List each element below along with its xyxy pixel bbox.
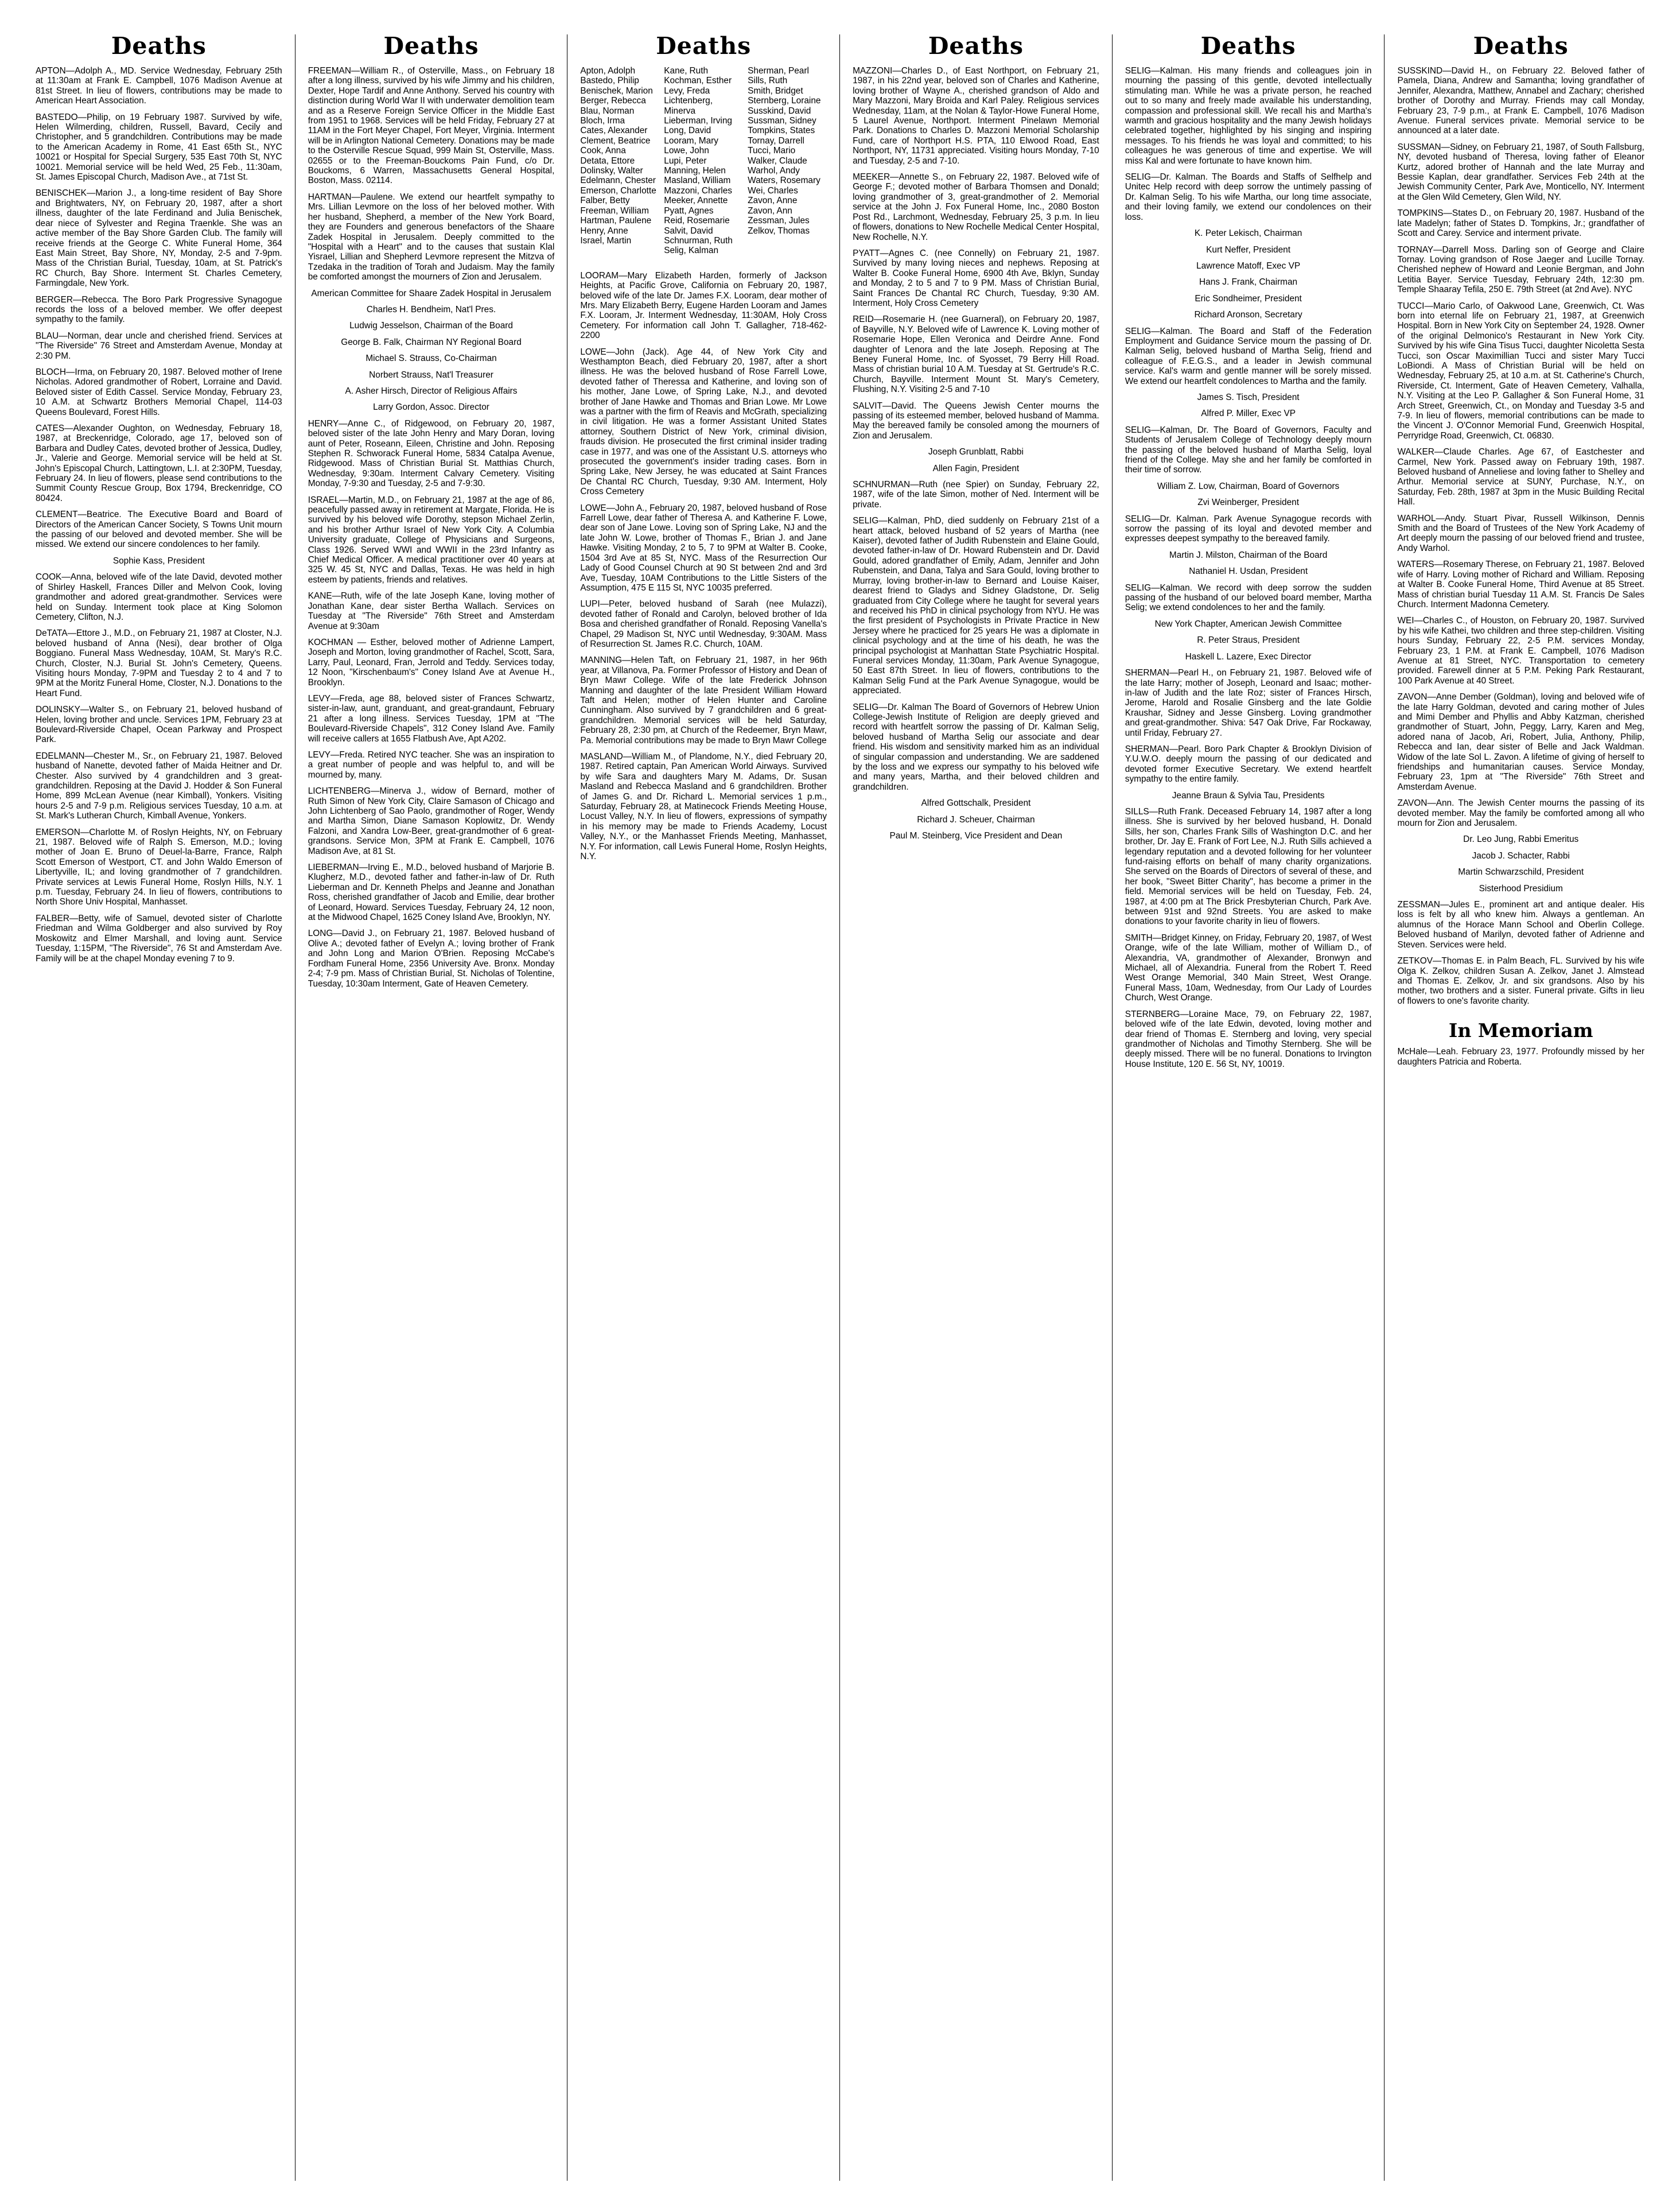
- signature-line: Zvi Weinberger, President: [1197, 498, 1299, 508]
- signature-line: Larry Gordon, Assoc. Director: [373, 402, 489, 413]
- obituary-entry: SUSSMAN—Sidney, on February 21, 1987, of South Fallsburg, NY, devoted husband of Theresa, loving father of Eleanor Kurtz, adored brother of Hannah and the late Murray and Bessie Kaplan, dear grandfather. Services Feb 24th at the Jewish Community Center, Park Ave, Monticello, NY. Interment at the Glen Wild Cemetery, Glen Wild, NY.: [1397, 142, 1644, 202]
- obituary-entry: LOORAM—Mary Elizabeth Harden, formerly of Jackson Heights, at Pacific Grove, California on February 20, 1987, beloved wife of the late Dr. James F.X. Looram, dear mother of Mrs. Mary Elizabeth Berry, Eugene Harden Looram and James F.X. Looram, Jr. Interment Wednesday, 11:30AM, Holy Cross Cemetery. For information call John T. Gallagher, 718-462-2200: [580, 270, 827, 341]
- obituary-entry: TORNAY—Darrell Moss. Darling son of George and Claire Tornay. Loving grandson of Rose Jaeger and Lucille Tornay. Cherished nephew of Howard and Leonie Bergman, and John Letitia Bayer. Service Tuesday, February 24th, 12:30 pm. Temple Shaaray Tefila, 250 E. 79th Street (at 2nd Ave). NYC: [1397, 244, 1644, 295]
- signature-line: New York Chapter, American Jewish Committee: [1154, 619, 1342, 629]
- index-item[interactable]: Wei, Charles: [748, 185, 798, 196]
- index-item[interactable]: Long, David: [664, 126, 711, 136]
- index-item[interactable]: Manning, Helen: [664, 166, 726, 176]
- obituary-entry: LOWE—John A., February 20, 1987, beloved husband of Rose Farrell Lowe, dear father of Theresa A. and Katherine F. Lowe, dear son of Jane Lowe. Loving son of Spring Lake, NJ and the late John W. Lowe, brother of Thomas F., Brian J. and Jane Hawke. Visiting Monday, 2 to 5, 7 to 9PM at Walter B. Cooke, 1504 3rd Ave at 85 St, NYC. Mass of the Resurrection Our Lady of Good Counsel Church at 90 St between 2nd and 3rd Ave, Tuesday, 10AM Contributions to the Little Sisters of the Assumption, 475 E 115 St, NYC 10035 preferred.: [580, 503, 827, 593]
- deaths-index-list: [580, 66, 827, 256]
- obituary-entry: WATERS—Rosemary Therese, on February 21, 1987. Beloved wife of Harry. Loving mother of Richard and William. Reposing at Walter B. Cooke Funeral Home, Third Avenue at 85 Street. Mass of christian burial Tuesday 11 A.M. St. Francis De Sales Church. Interment Madonna Cemetery.: [1397, 560, 1644, 609]
- deaths-masthead-4: Deaths: [928, 32, 1024, 60]
- obituary-entry: SCHNURMAN—Ruth (nee Spier) on Sunday, February 22, 1987, wife of the late Simon, mother of Ned. Interment will be private.: [853, 480, 1099, 510]
- obituary-entry: PYATT—Agnes C. (nee Connelly) on February 21, 1987. Survived by many loving nieces and nephews. Reposing at Walter B. Cooke Funeral Home, 6900 4th Ave, Bklyn, Sunday and Monday, 2 to 5 and 7 to 9 PM. Mass of Christian Burial, Saint Frances De Chantal RC Church, Tuesday, 9:30 AM. Interment, Holy Cross Cemetery: [853, 248, 1099, 308]
- signature-line: Sisterhood Presidium: [1479, 883, 1563, 894]
- obituary-entry: LEVY—Freda. Retired NYC teacher. She was an inspiration to a great number of people and was helpful to, and will be mourned by, many.: [308, 749, 555, 780]
- index-item[interactable]: Sills, Ruth: [748, 76, 788, 86]
- signature-line: Martin Schwarzschild, President: [1458, 867, 1584, 877]
- obituary-entry: TOMPKINS—States D., on February 20, 1987. Husband of the late Madelyn; father of States D. Tompkins, Jr.; grandfather of Scott and Carey. Service and interment private.: [1397, 208, 1644, 239]
- index-sublist-2: [664, 66, 743, 256]
- obituary-entry: BENISCHEK—Marion J., a long-time resident of Bay Shore and Brightwaters, NY, on February 20, 1987, after a short illness, daughter of the late Ferdinand and Julia Benischek, dear niece of Sylvester and Regina Traenkle. She was an active member of the Bay Shore Garden Club. The family will receive friends at the George C. White Funeral Home, 364 East Main Street, Bay Shore, NY, Monday, 2-5 and 7-9pm. Mass of the Christian Burial, Tuesday, 10am, at St. Patrick's RC Church, Bay Shore. Interment St. Charles Cemetery, Farmingdale, New York.: [36, 188, 282, 289]
- deaths-masthead-5: Deaths: [1200, 32, 1296, 60]
- index-item[interactable]: Apton, Adolph: [580, 66, 636, 76]
- obituary-entry: ZESSMAN—Jules E., prominent art and antique dealer. His loss is felt by all who knew him. Always a gentleman. An alumnus of the Horace Mann School and Oberlin College. Beloved husband of Marilyn, devoted father of Adrienne and Steven. Services were held.: [1397, 900, 1644, 950]
- obituary-entry: DeTATA—Ettore J., M.D., on February 21, 1987 at Closter, N.J. beloved husband of Anna (Nesi), dear brother of Olga Boggiano. Funeral Mass Wednesday, 10AM, St. Mary's R.C. Church, Closter, N.J. Burial St. John's Cemetery, Queens. Visiting hours Monday, 7-9PM and Tuesday 2 to 4 and 7 to 9PM at the Moritz Funeral Home, Closter, N.J. Donations to the Heart Fund.: [36, 628, 282, 698]
- index-item[interactable]: Pyatt, Agnes: [664, 205, 714, 216]
- obituary-entry: SILLS—Ruth Frank. Deceased February 14, 1987 after a long illness. She is survived by her beloved husband, H. Donald Sills, her son, Charles Frank Sills of Washington D.C. and her brother, Dr. Jay E. Frank of Fort Lee, N.J. Ruth Sills achieved a legendary reputation and a devoted following for her volunteer fund-raising efforts on behalf of many charity organizations. She served on the Boards of Directors of several of these, and her book, "Sweet Bitter Charity", has become a primer in the field. Memorial services will be held on Tuesday, Feb. 24, 1987, at 4:00 pm at The Brick Presbyterian Church, Park Ave. between 91st and 92nd Streets. You are asked to make donations to your favorite charity in lieu of flowers.: [1125, 806, 1372, 927]
- signature-line: Lawrence Matoff, Exec VP: [1196, 261, 1301, 271]
- signature-line: Eric Sondheimer, President: [1195, 293, 1302, 304]
- index-item[interactable]: Sherman, Pearl: [748, 66, 809, 76]
- deaths-masthead-3: Deaths: [656, 32, 752, 60]
- obituary-entry: ISRAEL—Martin, M.D., on February 21, 1987 at the age of 86, peacefully passed away in retirement at Margate, Florida. He is survived by his beloved wife Dorothy, stepson Michael Zerlin, and his brother Arthur Israel of New York City. A Columbia University graduate, College of Physicians and Surgeons, Class 1926. Served WWI and WWII in the 23rd Infantry as Chief Medical Officer. A medical practitioner over 40 years at 325 W. 45 St, NYC and Dallas, Texas. He was held in high esteem by patients, friends and relatives.: [308, 495, 555, 585]
- signature-line: Jacob J. Schacter, Rabbi: [1472, 850, 1570, 861]
- index-item[interactable]: Masland, William: [664, 176, 731, 186]
- obituary-entry: WEI—Charles C., of Houston, on February 20, 1987. Survived by his wife Kathei, two children and three step-children. Visiting hours Sunday, February 22, 2-5 P.M. services Monday, February 23, 1 P.M. at Frank E. Campbell, 1076 Madison Avenue at 81 Street, NYC. Transportation to cemetery provided. Farewell dinner at 5 P.M. Peking Park Restaurant, 100 Park Avenue at 40 Street.: [1397, 616, 1644, 686]
- spacer: [580, 264, 827, 271]
- deaths-masthead-2: Deaths: [383, 32, 479, 60]
- signature-line: R. Peter Straus, President: [1197, 635, 1300, 646]
- obituary-entry: SALVIT—David. The Queens Jewish Center mourns the passing of its esteemed member, beloved husband of Mamma. May the bereaved family be consoled among the mourners of Zion and Jerusalem.: [853, 401, 1099, 441]
- obituary-entry: WARHOL—Andy. Stuart Pivar, Russell Wilkinson, Dennis Smith and the Board of Trustees of the New York Academy of Art deeply mourn the passing of our beloved friend and trustee, Andy Warhol.: [1397, 513, 1644, 553]
- index-item[interactable]: Lupi, Peter: [664, 156, 707, 166]
- index-item[interactable]: Kane, Ruth: [664, 66, 709, 76]
- obituary-entry: ZAVON—Anne Dember (Goldman), loving and beloved wife of the late Harry Goldman, devoted and caring mother of Jules and Mimi Dember and Phyllis and Abby Katzman, cherished grandmother of Stuart, John, Peggy, Larry, Karen and Meg, adored nana of Jacob, Ari, Robert, Julia, Anthony, Philip, Rebecca and Ian, dear sister of Belle and Jack Waldman. Widow of the late Sol L. Zavon. A lifetime of giving of herself to friendships and humanitarian causes. Service Monday, February 23, 1pm at "The Riverside" 76th Street and Amsterdam Avenue.: [1397, 692, 1644, 792]
- index-item[interactable]: Zavon, Ann: [748, 205, 792, 216]
- index-item[interactable]: Schnurman, Ruth: [664, 235, 733, 246]
- index-item[interactable]: Falber, Betty: [580, 196, 630, 206]
- obituary-entry: MAZZONI—Charles D., of East Northport, on February 21, 1987, in his 22nd year, beloved son of Charles and Katherine, loving brother of Wayne A., cherished grandson of Aldo and Mary Mazzoni, Mary Broida and Karl Paley. Religious services Wednesday, 11am, at the Nolan & Taylor-Howe Funeral Home, 5 Laurel Avenue, Northport. Interment Pinelawn Memorial Park. Donations to Charles D. Mazzoni Memorial Scholarship Fund, care of Northport H.S. PTA, 110 Elwood Road, East Northport, NY, 11731 appreciated. Visiting hours Monday, 7-10 and Tuesday, 2-5 and 7-10.: [853, 66, 1099, 166]
- obituary-entry: CLEMENT—Beatrice. The Executive Board and Board of Directors of the American Cancer Society, S Towns Unit mourn the passing of our beloved and devoted member. She will be missed. We extend our sincere condolences to her family.: [36, 510, 282, 550]
- obituary-entry: HARTMAN—Paulene. We extend our heartfelt sympathy to Mrs. Lillian Levmore on the loss of her beloved mother. With her husband, Shepherd, a member of the New York Board, they are Founders and generous benefactors of the Shaare Zadek Hospital in Jerusalem. Deeply committed to the "Hospital with a Heart" and to the causes that sustain Klal Yisrael, Lillian and Shepherd Levmore represent the Mitzva of Tzedaka in the tradition of Torah and Judaism. May the family be comforted amongst the mourners of Zion and Jerusalem.: [308, 192, 555, 282]
- obituary-entry: SMITH—Bridget Kinney, on Friday, February 20, 1987, of West Orange, wife of the late William, mother of William D., of Alexandria, VA, grandmother of Alexander, Bronwyn and Michael, all of Alexandria. Funeral from the Robert T. Reed West Orange Memorial, 340 Main Street, West Orange. Funeral Mass, 10am, Wednesday, from Our Lady of Lourdes Church, West Orange.: [1125, 933, 1372, 1003]
- index-item[interactable]: Berger, Rebecca: [580, 96, 646, 106]
- index-item[interactable]: Levy, Freda: [664, 86, 710, 96]
- signature-line: Martin J. Milston, Chairman of the Board: [1169, 550, 1328, 560]
- signature-line: Norbert Strauss, Nat'l Treasurer: [369, 370, 493, 380]
- index-item[interactable]: Henry, Anne: [580, 226, 628, 236]
- obituary-entry: CATES—Alexander Oughton, on Wednesday, February 18, 1987, at Breckenridge, Colorado, age 17, beloved son of Barbara and Dudley Cates, devoted brother of Jessica, Dudley, Jr., Valerie and George. Memorial service will be held at St. John's Episcopal Church, Lattingtown, L.I. at 2:30PM, Tuesday, February 24. In lieu of flowers, please send contributions to the Summit County Rescue Group, Box 1794, Breckenridge, CO 80424.: [36, 424, 282, 503]
- obituary-entry: SHERMAN—Pearl. Boro Park Chapter & Brooklyn Division of Y.U.W.O. deeply mourn the passing of our dedicated and devoted former Executive Secretary. We extend heartfelt sympathy to the entire family.: [1125, 744, 1372, 784]
- index-item[interactable]: Tompkins, States: [748, 126, 815, 136]
- column-1: [23, 34, 295, 2181]
- obituary-entry: SELIG—Kalman. The Board and Staff of the Federation Employment and Guidance Service mourn the passing of Dr. Kalman Selig, beloved husband of Martha Selig, friend and colleague of F.E.G.S., and a leader in Jewish communal service. Kal's warm and gentle manner will be sorely missed. We extend our heartfelt condolences to Martha and the family.: [1125, 326, 1372, 386]
- index-item[interactable]: Looram, Mary: [664, 135, 719, 146]
- index-item[interactable]: Tornay, Darrell: [748, 135, 804, 146]
- signature-line: Michael S. Strauss, Co-Chairman: [365, 354, 497, 364]
- signature-line: Paul M. Steinberg, Vice President and Dean: [889, 831, 1063, 841]
- signature-line: American Committee for Shaare Zadek Hospital in Jerusalem: [311, 288, 551, 298]
- signature-line: Joseph Grunblatt, Rabbi: [928, 447, 1024, 457]
- index-sublist-3: [748, 66, 827, 256]
- column-5: [1113, 34, 1385, 2181]
- deaths-masthead-6: Deaths: [1473, 32, 1569, 60]
- signature-line: Kurt Neffer, President: [1206, 244, 1291, 255]
- column-3: [567, 34, 840, 2181]
- column-6: [1385, 34, 1657, 2181]
- index-item[interactable]: Sternberg, Loraine: [748, 96, 821, 106]
- column-4: [840, 34, 1113, 2181]
- obituary-entry: BERGER—Rebecca. The Boro Park Progressive Synagogue records the loss of a beloved member. We offer deepest sympathy to the family.: [36, 294, 282, 325]
- index-item[interactable]: Hartman, Paulene: [580, 216, 652, 226]
- index-item[interactable]: Clement, Beatrice: [580, 135, 651, 146]
- obituary-entry: SUSSKIND—David H., on February 22. Beloved father of Pamela, Diana, Andrew and Samantha; loving grandfather of Jennifer, Alexandra, Matthew, Annabel and Zachary; cherished brother of Dorothy and Murray. Friends may call Monday, February 23, 7-9 p.m., at Frank E. Campbell, 1076 Madison Avenue. Funeral services private. Memorial service to be announced at a later date.: [1397, 66, 1644, 136]
- obituary-entry: LIEBERMAN—Irving E., M.D., beloved husband of Marjorie B. Klugherz, M.D., devoted father and father-in-law of Dr. Ruth Lieberman and Dr. Kenneth Phelps and Jeanne and Jonathan Ross, cherished grandfather of Jacob and Emilie, dear brother of Leonard, Howard. Services Tuesday, February 24, 12 noon, at the Midwood Chapel, 1625 Coney Island Ave, Brooklyn, NY.: [308, 863, 555, 923]
- index-item[interactable]: Warhol, Andy: [748, 166, 800, 176]
- obituary-entry: APTON—Adolph A., MD. Service Wednesday, February 25th at 11:30am at Frank E. Campbell, 1076 Madison Avenue at 81st Street. In lieu of flowers, contributions may be made to American Heart Association.: [36, 66, 282, 106]
- obituary-entry: LEVY—Freda, age 88, beloved sister of Frances Schwartz, sister-in-law, aunt, granduant, and great-grandaunt, February 21 after a long illness. Services Tuesday, 1PM at "The Boulevard-Riverside Chapels", 312 Coney Island Ave. Family will receive callers at 1655 Flatbush Ave, Apt A202.: [308, 693, 555, 744]
- signature-line: Ludwig Jesselson, Chairman of the Board: [349, 321, 513, 331]
- obituary-entry: LUPI—Peter, beloved husband of Sarah (nee Mulazzi), devoted father of Ronald and Carolyn, beloved brother of Ida Bosa and cherished grandfather of Ronald. Reposing Vanella's Chapel, 29 Madison St, NYC until Wednesday, 9:30AM. Mass of Resurrection St. James R.C. Church, 10AM.: [580, 599, 827, 649]
- signature-line: Haskell L. Lazere, Exec Director: [1185, 651, 1312, 662]
- obituary-entry: SELIG—Kalman, PhD, died suddenly on February 21st of a heart attack, beloved husband of 52 years of Martha (nee Kaiser), devoted father of Judith Rubenstein and Elaine Gould, devoted father-in-law of Dr. Howard Rubenstein and Dr. David Gould, adored grandfather of Emily, Adam, Jennifer and John Rubenstein, and Dana, Talya and Sara Gould, loving brother to Murray, loving brother-in-law to Bernard and Louise Kaiser, dearest friend to Gladys and Sidney Gladstone, Dr. Selig graduated from City College where he taught for several years and received his PhD in clinical psychology from NYU. He was the first president of Psychologists in Private Practice in New Jersey where he practiced for 25 years He was a diplomate in clinical psychology and at the time of his death, he was the principal psychologist at Manhattan State Psychiatric Hospital. Funeral services Monday, 11:30am, Park Avenue Synagogue, 50 East 87th Street. In lieu of flowers, contributions to the Kalman Selig Fund at the Park Avenue Synagogue, would be appreciated.: [853, 516, 1099, 696]
- index-item[interactable]: Meeker, Annette: [664, 196, 728, 206]
- obituary-entry: BLOCH—Irma, on February 20, 1987. Beloved mother of Irene Nicholas. Adored grandmother of Robert, Lorraine and David. Beloved sister of Edith Cassel. Service Monday, February 23, 10 A.M. at Schwartz Brothers Memorial Chapel, 114-03 Queens Boulevard, Forest Hills.: [36, 367, 282, 417]
- memoriam-entry: McHale—Leah. February 23, 1977. Profoundly missed by her daughters Patricia and Roberta.: [1397, 1047, 1644, 1067]
- signature-line: Charles H. Bendheim, Nat'l Pres.: [366, 304, 496, 314]
- index-item[interactable]: Zessman, Jules: [748, 216, 810, 226]
- obituary-entry: SELIG—Dr. Kalman The Board of Governors of Hebrew Union College-Jewish Institute of Religion are deeply grieved and record with heartfelt sorrow the passing of Dr. Kalman Selig, beloved husband of Martha Selig our associate and dear friend. His wisdom and sensitivity marked him as an individual of singular compassion and understanding. We are saddened by the loss and we express our sympathy to his beloved wife and many years, Martha, and their beloved children and grandchildren.: [853, 702, 1099, 792]
- signature-line: A. Asher Hirsch, Director of Religious Affairs: [345, 386, 518, 396]
- index-item[interactable]: Zelkov, Thomas: [748, 226, 810, 236]
- index-item[interactable]: Waters, Rosemary: [748, 176, 820, 186]
- index-sublist-1: [580, 66, 659, 256]
- signature-line: Alfred Gottschalk, President: [921, 798, 1031, 809]
- index-item[interactable]: Bloch, Irma: [580, 116, 625, 126]
- obituary-entry: STERNBERG—Loraine Mace, 79, on February 22, 1987, beloved wife of the late Edwin, devoted, loving mother and dear friend of Thomas E. Sternberg and loving, very special grandmother of Nicholas and Timothy Sternberg. She will be deeply missed. There will be no funeral. Donations to Irvington House Institute, 120 E. 56 St, NY, 10019.: [1125, 1009, 1372, 1069]
- index-item[interactable]: Selig, Kalman: [664, 246, 719, 256]
- obituary-entry: LICHTENBERG—Minerva J., widow of Bernard, mother of Ruth Simon of New York City, Claire Samason of Chicago and John Lichtenberg of Sao Paolo, grandmother of Roger, Wendy and Martha Simon, Diane Samason Koplowitz, Dr. Wendy Falzoni, and Xandra Low-Beer, great-grandmother of 6 great-grandsons. Service Mon, 3PM at Frank E. Campbell, 1076 Madison Ave, at 81 St.: [308, 786, 555, 856]
- column-container: [23, 34, 1657, 2181]
- index-item[interactable]: Tucci, Mario: [748, 146, 796, 156]
- index-item[interactable]: Dolinsky, Walter: [580, 166, 643, 176]
- obituary-entry: SELIG—Kalman, Dr. The Board of Governors, Faculty and Students of Jerusalem College of Technology deeply mourn the passing of the beloved husband of Martha Selig, loyal friend of the College. May she and her family be comforted in their time of sorrow.: [1125, 425, 1372, 475]
- signature-line: Richard J. Scheuer, Chairman: [917, 814, 1035, 825]
- obituary-entry: ZETKOV—Thomas E. in Palm Beach, FL. Survived by his wife Olga K. Zelkov, children Susan A. Zelkov, Janet J. Almstead and Thomas E. Zelkov, Jr. and six grandsons. Also by his mother, two brothers and a sister. Funeral private. Gifts in lieu of flowers to one's favorite charity.: [1397, 956, 1644, 1006]
- signature-line: Hans J. Frank, Chairman: [1199, 277, 1298, 288]
- obituary-entry: MEEKER—Annette S., on February 22, 1987. Beloved wife of George F.; devoted mother of Barbara Thomsen and Donald; loving grandmother of 3, great-grandmother of 2. Memorial service at the John J. Fox Funeral Home, Inc., 2080 Boston Post Rd., Larchmont, Wednesday, February 25, 3 p.m. In lieu of flowers, donations to New Rochelle Medical Center Hospital, New Rochelle, N.Y.: [853, 172, 1099, 242]
- obituary-entry: FALBER—Betty, wife of Samuel, devoted sister of Charlotte Friedman and Wilma Goldberger and also survived by Roy Moskowitz and Elmer Marshall, and loving aunt. Service Tuesday, 1:15PM, "The Riverside", 76 St and Amsterdam Ave. Family will be at the chapel Monday evening 7 to 9.: [36, 913, 282, 964]
- signature-line: James S. Tisch, President: [1197, 392, 1300, 402]
- index-item[interactable]: Israel, Martin: [580, 235, 632, 246]
- index-item[interactable]: Bastedo, Philip: [580, 76, 639, 86]
- index-item[interactable]: Cates, Alexander: [580, 126, 648, 136]
- signature-line: Sophie Kass, President: [112, 556, 205, 566]
- index-item[interactable]: Mazzoni, Charles: [664, 185, 732, 196]
- obituary-entry: LONG—David J., on February 21, 1987. Beloved husband of Olive A.; devoted father of Evelyn A.; loving brother of Frank and John Long and Marion O'Brien. Reposing McCabe's Fordham Funeral Home, 2356 University Ave. Bronx. Monday 2-4; 7-9 pm. Mass of Christian Burial, St. Nicholas of Tolentine, Tuesday, 10:30am Interment, Gate of Heaven Cemetery.: [308, 929, 555, 989]
- signature-line: Dr. Leo Jung, Rabbi Emeritus: [1463, 834, 1579, 845]
- index-item[interactable]: Emerson, Charlotte: [580, 185, 656, 196]
- column-2: [295, 34, 568, 2181]
- obituary-entry: ZAVON—Ann. The Jewish Center mourns the passing of its devoted member. May the family be comforted among all who mourn for Zion and Jerusalem.: [1397, 798, 1644, 829]
- obituary-entry: SHERMAN—Pearl H., on February 21, 1987. Beloved wife of the late Harry; mother of Joseph, Leonard and Isaac; mother-in-law of Judith and the late Roz; sister of Frances Hirsch, Jerome, Harold and Rosalie Ginsberg and the late Goldie Kraushar, Sidney and Jesse Ginsberg. Loving grandmother and great-grandmother. Shiva: 547 Oak Drive, Far Rockaway, until Friday, February 27.: [1125, 668, 1372, 738]
- obituary-entry: MANNING—Helen Taft, on February 21, 1987, in her 96th year, at Villanova, Pa. Former Professor of History and Dean of Bryn Mawr College. Wife of the late Frederick Johnson Manning and daughter of the late President William Howard Taft and Helen; mother of Helen Hunter and Caroline Cunningham. Also survived by 7 grandchildren and 6 great-grandchildren. Memorial services will be held Saturday, February 28, 2:30 pm, at Church of the Redeemer, Bryn Mawr, Pa. Memorial contributions may be made to Bryn Mawr College: [580, 655, 827, 745]
- obituary-entry: KANE—Ruth, wife of the late Joseph Kane, loving mother of Jonathan Kane, dear sister Bertha Wallach. Services on Tuesday at "The Riverside" 76th Street and Amsterdam Avenue at 9:30am: [308, 591, 555, 631]
- signature-line: George B. Falk, Chairman NY Regional Board: [341, 337, 522, 347]
- index-item[interactable]: Susskind, David: [748, 106, 811, 116]
- obituary-entry: TUCCI—Mario Carlo, of Oakwood Lane, Greenwich, Ct. Was born into eternal life on February 21, 1987, at Greenwich Hospital. Born in New York City on September 24, 1928. Owner of the original Delmonico's Restaurant in New York City. Survived by his wife Gina Tisus Tucci, daughter Nicoletta Sesta Tucci, son Oscar Maximillian Tucci and sister Mary Tucci LoBiondi. A Mass of Christian Burial will be held on Wednesday, February 25, at 10 a.m. at St. Catherine's Church, Riverside, Ct. Interment, Gate of Heaven Cemetery, Valhalla, N.Y. Visiting at the Leo P. Gallagher & Son Funeral Home, 31 Arch Street, Greenwich, Ct., on Monday and Tuesday 3-5 and 7-9. In lieu of flowers, memorial contributions can be made to the Vincent J. O'Connor Memorial Fund, Greenwich Hospital, Perryridge Road, Greenwich, Ct. 06830.: [1397, 301, 1644, 441]
- obituary-entry: SELIG—Dr. Kalman. The Boards and Staffs of Selfhelp and Unitec Help record with deep sorrow the untimely passing of Dr. Kalman Selig. To his wife Martha, our long time associate, and their loving family, we extend our condolences on their loss.: [1125, 172, 1372, 222]
- obituary-entry: EMERSON—Charlotte M. of Roslyn Heights, NY, on February 21, 1987. Beloved wife of Ralph S. Emerson, M.D.; loving mother of Joan E. Bruno of Deuel-la-Barre, France, Ralph Scott Emerson of Westport, CT. and John Waldo Emerson of Libertyville, IL; and loving grandmother of 7 grandchildren. Private services at Lewis Funeral Home, Roslyn Hills, N.Y. 1 p.m. Tuesday, February 24. In lieu of flowers, contributions to North Shore Univ Hospital, Manhasset.: [36, 827, 282, 907]
- signature-line: K. Peter Lekisch, Chairman: [1194, 228, 1302, 239]
- index-item[interactable]: Edelmann, Chester: [580, 176, 656, 186]
- index-item[interactable]: Cook, Anna: [580, 146, 626, 156]
- deaths-masthead-1: Deaths: [111, 32, 207, 60]
- obituary-entry: LOWE—John (Jack). Age 44, of New York City and Westhampton Beach, died February 20, 1987, after a short illness. He was the beloved husband of Rose Farrell Lowe, devoted father of Theressa and Katherine, and loving son of his mother, Jane Lowe, of Spring Lake, N.J., and devoted brother of Jane Hawke and Thomas and Brian Lowe. Mr Lowe was a partner with the firm of Reavis and McGrath, specializing in civil litigation. He was a former Assistant United States attorney, Southern District of New York, criminal division, frauds division. He prosecuted the first criminal insider trading case in 1977, and was one of the Assistant U.S. attorneys who prosecuted the government's insider trading cases. Born in Spring Lake, New Jersey, he was educated at Saint Frances De Chantal RC Church, Tuesday, 9:30 AM. Interment, Holy Cross Cemetery: [580, 347, 827, 497]
- signature-line: Alfred P. Miller, Exec VP: [1201, 409, 1296, 419]
- index-item[interactable]: Smith, Bridget: [748, 86, 803, 96]
- index-item[interactable]: Freeman, William: [580, 205, 649, 216]
- index-item[interactable]: Lieberman, Irving: [664, 116, 732, 126]
- signature-line: Jeanne Braun & Sylvia Tau, Presidents: [1172, 790, 1325, 801]
- index-item[interactable]: Zavon, Anne: [748, 196, 798, 206]
- obituary-entry: SELIG—Kalman. His many friends and colleagues join in mourning the passing of this gentle, devoted intellectually stimulating man. While he was a private person, he reached out to so many and freely made available his understanding, compassion and professional skill. We recall his and Martha's warmth and gracious hospitality and the many Jewish holidays celebrated together, highlighted by his singing and inspiring messages. To his friends he was loyal and committed; to his colleagues he was generous of time and expertise. We will miss Kal and were fortunate to have known him.: [1125, 66, 1372, 166]
- obituary-entry: REID—Rosemarie H. (nee Guarneral), on February 20, 1987, of Bayville, N.Y. Beloved wife of Lawrence K. Loving mother of Rosemarie Hope, Ellen Veronica and Deirdre Anne. Fond daughter of Lenora and the late Joseph. Reposing at The Beney Funeral Home, Inc. of Syosset, 79 Berry Hill Road. Mass of christian burial 10 A.M. Tuesday at St. Gertrude's R.C. Church, Bayville. Interment Mount St. Mary's Cemetery, Flushing, N.Y. Visiting 2-5 and 7-10: [853, 314, 1099, 395]
- obituary-entry: WALKER—Claude Charles. Age 67, of Eastchester and Carmel, New York. Passed away on February 19th, 1987. Beloved husband of Anneliese and loving father to Shelley and Arthur. Memorial service at SUNY, Purchase, N.Y., on Saturday, Feb. 28th, 1987 at 3pm in the Music Building Recital Hall.: [1397, 447, 1644, 507]
- in-memoriam-masthead: In Memoriam: [1448, 1019, 1593, 1042]
- obituary-entry: DOLINSKY—Walter S., on February 21, beloved husband of Helen, loving brother and uncle. Services 1PM, February 23 at Boulevard-Riverside Chapel, Ocean Parkway and Prospect Park.: [36, 705, 282, 745]
- obituary-entry: COOK—Anna, beloved wife of the late David, devoted mother of Shirley Haskell, Frances Diller and Melvon Cook, loving grandmother and adored great-grandmother. Services were held on Sunday. Interment took place at King Solomon Cemetery, Clifton, N.J.: [36, 572, 282, 622]
- index-item[interactable]: Lowe, John: [664, 146, 709, 156]
- index-item[interactable]: Walker, Claude: [748, 156, 807, 166]
- obituary-entry: SELIG—Kalman. We record with deep sorrow the sudden passing of the husband of our beloved board member, Martha Selig; we extend condolences to her and the family.: [1125, 582, 1372, 613]
- obituary-entry: FREEMAN—William R., of Osterville, Mass., on February 18 after a long illness, survived by his wife Jimmy and his children, Dexter, Hope Tardif and Anne Anthony. Served his country with distinction during World War II with underwater demolition team and as a Reserve Foreign Service Officer in the Middle East from 1951 to 1968. Services will be held Friday, February 27 at 11AM in the Fort Meyer Chapel, Fort Meyer, Virginia. Interment will be in Arlington National Cemetery. Donations may be made to the Osterville Rescue Squad, 999 Main St, Osterville, Mass. 02655 or to the Freeman-Bouckoms Pain Fund, c/o Dr. Bouckoms, 6 Warren, Massachusetts General Hospital, Boston, Mass. 02114.: [308, 66, 555, 186]
- index-item[interactable]: Salvit, David: [664, 226, 713, 236]
- obituary-entry: BLAU—Norman, dear uncle and cherished friend. Services at "The Riverside" 76 Street and Amsterdam Avenue, Monday at 2:30 PM.: [36, 331, 282, 361]
- signature-line: Allen Fagin, President: [932, 463, 1020, 473]
- obituary-entry: SELIG—Dr. Kalman. Park Avenue Synagogue records with sorrow the passing of its loyal and devoted member and expresses deepest sympathy to the bereaved family.: [1125, 514, 1372, 544]
- obituary-entry: KOCHMAN — Esther, beloved mother of Adrienne Lampert, Joseph and Morton, loving grandmother of Rachel, Scott, Sara, Larry, Paul, Leonard, Fran, Jerrold and Teddy. Services today, 12 Noon, "Kirschenbaum's" Coney Island Ave at Avenue H., Brooklyn.: [308, 637, 555, 688]
- index-item[interactable]: Detata, Ettore: [580, 156, 635, 166]
- index-item[interactable]: Sussman, Sidney: [748, 116, 816, 126]
- signature-line: William Z. Low, Chairman, Board of Governors: [1157, 481, 1340, 491]
- signature-line: Richard Aronson, Secretary: [1194, 310, 1302, 320]
- index-item[interactable]: Kochman, Esther: [664, 76, 732, 86]
- signature-line: Nathaniel H. Usdan, President: [1189, 566, 1308, 577]
- obituary-entry: HENRY—Anne C., of Ridgewood, on February 20, 1987, beloved sister of the late John Henry and Mary Doran, loving aunt of Peter, Roseann, Eileen, Christine and John. Reposing Stephen R. Schworack Funeral Home, 5834 Catalpa Avenue, Ridgewood. Mass of Christian Burial St. Matthias Church, Wednesday, 9:30am. Interment Calvary Cemetery. Visiting Monday, 7-9:30 and Tuesday, 2-5 and 7-9:30.: [308, 418, 555, 489]
- obituary-entry: MASLAND—William M., of Plandome, N.Y., died February 20, 1987. Retired captain, Pan American World Airways. Survived by wife Sara and daughters Mary M. Adams, Dr. Susan Masland and Rebecca Masland and 6 grandchildren. Brother of James G. and Dr. Richard L. Memorial services 1 p.m., Saturday, February 28, at Matinecock Friends Meeting House, Locust Valley, N.Y. In lieu of flowers, expressions of sympathy in his memory may be made to Friends Academy, Locust Valley, N.Y., or the Manhasset Friends Meeting, Manhasset, N.Y. For information, call Lewis Funeral Home, Roslyn Heights, N.Y.: [580, 752, 827, 862]
- obituary-entry: BASTEDO—Philip, on 19 February 1987. Survived by wife, Helen Wilmerding, children, Russell, Bavard, Cecily and Christopher, and 5 grandchildren. Contributions may be made to the American Academy in Rome, 41 East 65th St., NYC 10021 or Hospital for Special Surgery, 535 East 70th St, NYC 10021. Memorial service will be held Wed, 25 Feb., 11:30am, St. James Episcopal Church, Madison Ave., at 71st St.: [36, 112, 282, 182]
- index-item[interactable]: Benischek, Marion: [580, 86, 653, 96]
- index-item[interactable]: Lichtenberg, Minerva: [664, 96, 713, 116]
- index-item[interactable]: Reid, Rosemarie: [664, 216, 730, 226]
- obituary-entry: EDELMANN—Chester M., Sr., on February 21, 1987. Beloved husband of Nanette, devoted father of Maida Heitner and Dr. Chester. Also survived by 4 grandchildren and 3 great-grandchildren. Reposing at the David J. Hodder & Son Funeral Home, 899 McLean Avenue (near Kimball), Yonkers. Visiting hours 2-5 and 7-9 p.m. Religious services Tuesday, 10 a.m. at St. Mark's Lutheran Church, Kimball Avenue, Yonkers.: [36, 751, 282, 821]
- index-item[interactable]: Blau, Norman: [580, 106, 635, 116]
